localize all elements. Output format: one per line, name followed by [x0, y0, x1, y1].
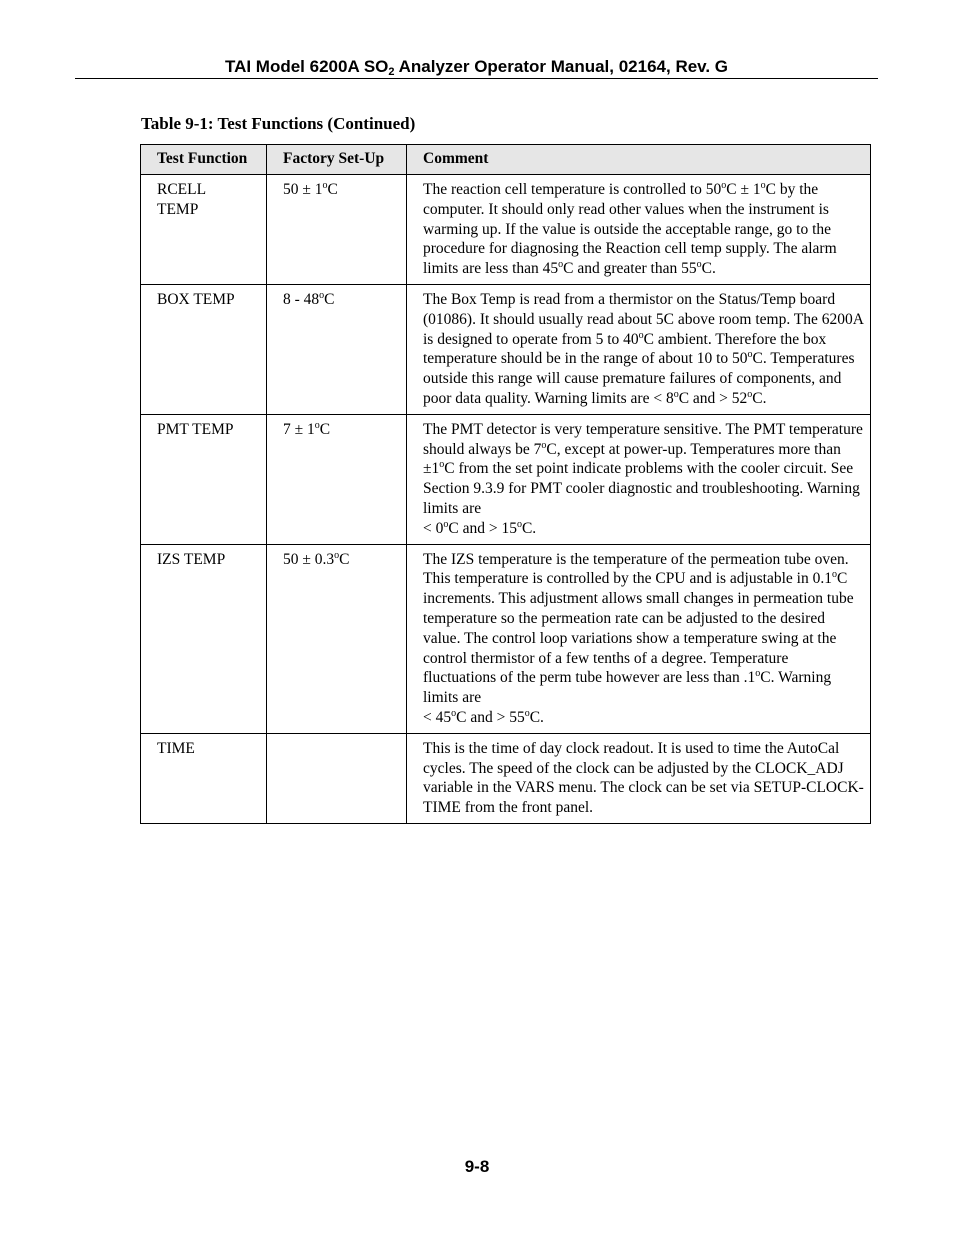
page-number: 9-8	[464, 1157, 490, 1176]
row-factory-setup: $50 \pm 1^oC$	[267, 175, 407, 285]
table-row	[141, 733, 871, 823]
row-factory-setup	[267, 733, 407, 823]
header-rule	[75, 78, 878, 79]
table-row	[141, 544, 871, 733]
row-test-function: BOX TEMP	[141, 284, 267, 414]
row-comment: The reaction cell temperature is controlled to $50^oC \pm 1^oC$ by the computer. It should only read other values when the instrument is warming up. If the value is outside the acceptable range, go to the procedure for diagnosing the Reaction cell temp supply. The alarm limits are less than 45$^o$C and greater than 55$^o$C.	[407, 175, 871, 285]
column-header-test-function: Test Function	[141, 145, 267, 175]
table-header-row	[141, 145, 871, 175]
header-title-part1: TAI Model 6200A SO	[224, 57, 389, 76]
table-row	[141, 175, 871, 285]
row-comment: This is the time of day clock readout. It is used to time the AutoCal cycles. The speed of the clock can be adjusted by the CLOCK_ADJ variable in the VARS menu. The clock can be set via SETUP-CLOCK-TIME from the front panel.	[407, 733, 871, 823]
page-header	[75, 56, 878, 78]
row-test-function: RCELL TEMP	[141, 175, 267, 285]
column-header-factory-setup: Factory Set-Up	[267, 145, 407, 175]
header-title-subscript: 2	[388, 66, 395, 78]
column-header-comment: Comment	[407, 145, 871, 175]
row-factory-setup: $50 \pm 0.3^oC$	[267, 544, 407, 733]
table-row	[141, 284, 871, 414]
row-comment: The PMT detector is very temperature sensitive. The PMT temperature should always be 7$^o$C, except at power-up. Temperatures more than $\pm 1^oC$ from the set point indicate problems with the cooler circuit. See Section 9.3.9 for PMT cooler diagnostic and troubleshooting. Warning limits are < $0^oC$ and > $15^oC$.	[407, 414, 871, 544]
row-test-function: IZS TEMP	[141, 544, 267, 733]
row-factory-setup: 8 - 48$^o$C	[267, 284, 407, 414]
table-caption: Table 9-1: Test Functions (Continued)	[141, 114, 416, 133]
header-title-part2: Analyzer Operator Manual, 02164, Rev. G	[394, 57, 729, 76]
row-factory-setup: $7 \pm 1^oC$	[267, 414, 407, 544]
row-comment: The Box Temp is read from a thermistor on the Status/Temp board (01086). It should usually read about 5C above room temp. The 6200A is designed to operate from 5 to 40$^o$C ambient. Therefore the box temperature should be in the range of about 10 to 50$^o$C. Temperatures outside this range will cause premature failures of components, and poor data quality. Warning limits are < $8^oC$ and > $52^oC$.	[407, 284, 871, 414]
row-test-function: PMT TEMP	[141, 414, 267, 544]
test-functions-table	[140, 144, 871, 824]
table-row	[141, 414, 871, 544]
row-comment: The IZS temperature is the temperature of the permeation tube oven. This temperature is controlled by the CPU and is adjustable in 0.1$^o$C increments. This adjustment allows small changes in permeation tube temperature so the permeation rate can be adjusted to the desired value. The control loop variations show a temperature swing at the control thermistor of a few tenths of a degree. Temperature fluctuations of the perm tube however are less than .1$^o$C. Warning limits are < $45^oC$ and > $55^oC$.	[407, 544, 871, 733]
row-test-function: TIME	[141, 733, 267, 823]
